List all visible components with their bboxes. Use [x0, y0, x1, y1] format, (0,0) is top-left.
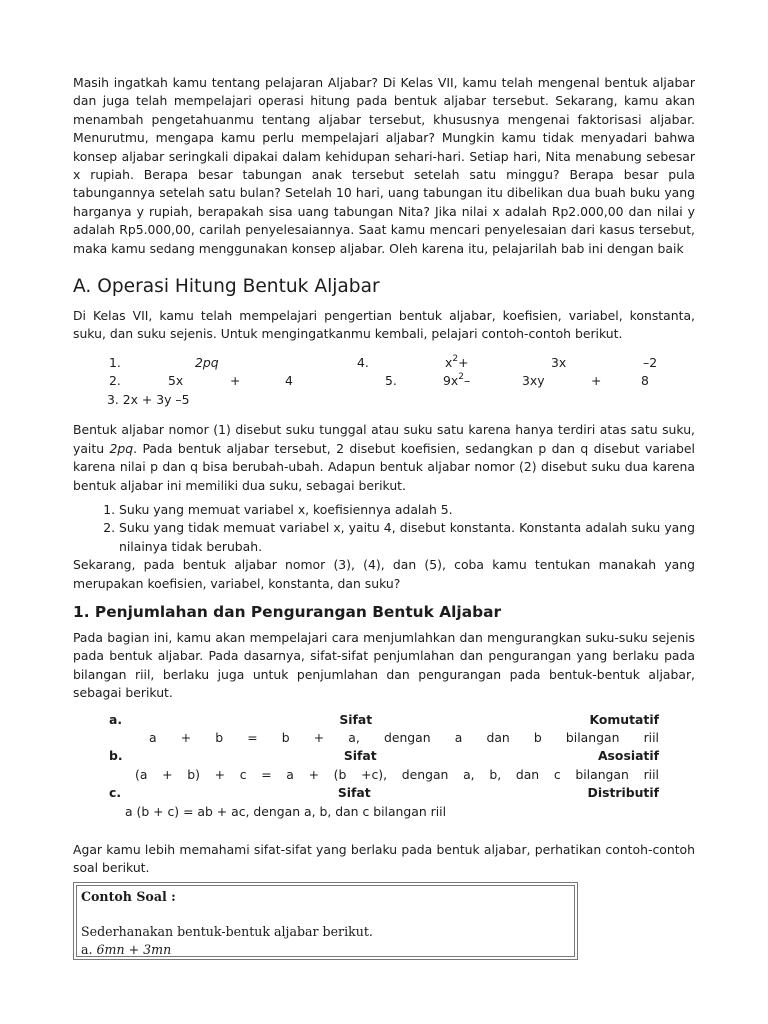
section-a-heading: A. Operasi Hitung Bentuk Aljabar	[73, 276, 380, 298]
property-name: Asosiatif	[597, 748, 659, 764]
section-a-paragraph-2: Bentuk aljabar nomor (1) disebut suku tunggal atau suku satu karena hanya terdiri atas satu suku, yaitu 2pq. Pada bentuk aljabar tersebut, 2 disebut koefisien, sedangkan p dan q disebut variabel karena nilai p dan q bisa berubah-ubah. Adapun bentuk aljabar nomor (2) disebut suku dua karena bentuk aljabar ini memiliki dua suku, sebagai berikut.	[73, 422, 695, 493]
example-term: +	[591, 373, 602, 389]
example-term: 8	[641, 373, 649, 389]
document-page	[73, 74, 695, 960]
example-row-2	[109, 372, 695, 391]
example-term: $x^2+$	[445, 353, 469, 370]
subsection-1-paragraph: Pada bagian ini, kamu akan mempelajari cara menjumlahkan dan mengurangkan suku-suku sejenis pada bentuk aljabar. Pada dasarnya, sifat-sifat penjumlahan dan pengurangan yang berlaku pada bilangan riil, berlaku juga untuk penjumlahan dan pengurangan pada bentuk-bentuk aljabar, sebagai berikut.	[73, 630, 695, 701]
example-row-1	[109, 354, 695, 373]
example-number: 1.	[109, 354, 121, 370]
example-term: 3xy	[522, 373, 545, 389]
example-row-3	[109, 391, 695, 410]
example-term: 5x	[168, 373, 184, 389]
example-number: 5.	[385, 373, 397, 389]
property-associative	[109, 747, 659, 784]
example-box-title: Contoh Soal :	[81, 888, 176, 904]
subsection-1-paragraph-2: Agar kamu lebih memahami sifat-sifat yang berlaku pada bentuk aljabar, perhatikan contoh-contoh soal berikut.	[73, 842, 695, 876]
example-term: 2pq	[195, 354, 219, 370]
property-word: Sifat	[343, 748, 377, 764]
property-formula: a + b = b + a, dengan a dan b bilangan riil	[149, 730, 659, 746]
example-term: 3x	[551, 354, 567, 370]
property-label: c.	[109, 785, 122, 801]
property-word: Sifat	[339, 711, 373, 727]
property-formula: (a + b) + c = a + (b +c), dengan a, b, dan c bilangan riil	[135, 766, 659, 782]
intro-paragraph: Masih ingatkah kamu tentang pelajaran Aljabar? Di Kelas VII, kamu telah mengenal bentuk aljabar dan juga telah mempelajari operasi hitung pada bentuk aljabar tersebut. Sekarang, kamu akan menambah pengetahuanmu tentang aljabar tersebut, khususnya mengenai faktorisasi aljabar. Menurutmu, mengapa kamu perlu mempelajari aljabar? Mungkin kamu tidak menyadari bahwa konsep aljabar seringkali dipakai dalam kehidupan sehari-hari. Setiap hari, Nita menabung sebesar x rupiah. Berapa besar tabungan anak tersebut setelah satu minggu? Berapa besar pula tabungannya setelah satu bulan? Setelah 10 hari, uang tabungan itu dibelikan dua buah buku yang harganya y rupiah, berapakah sisa uang tabungan Nita? Jika nilai x adalah Rp2.000,00 dan nilai y adalah Rp5.000,00, carilah penyelesaiannya. Saat kamu mencari penyelesaian dari kasus tersebut, maka kamu sedang menggunakan konsep aljabar. Oleh karena itu, pelajarilah bab ini dengan baik	[73, 75, 695, 256]
example-term: –2	[643, 354, 658, 370]
example-term: 3. 2x + 3y –5	[107, 391, 190, 407]
section-a-paragraph-3: Sekarang, pada bentuk aljabar nomor (3), (4), dan (5), coba kamu tentukan manakah yang merupakan koefisien, variabel, konstanta, dan suku?	[73, 557, 695, 591]
property-formula: a (b + c) = ab + ac, dengan a, b, dan c bilangan riil	[125, 803, 447, 819]
example-term: +	[230, 373, 241, 389]
list-item: 2. Suku yang tidak memuat variabel x, yaitu 4, disebut konstanta. Konstanta adalah suku yang nilainya tidak berubah.	[119, 519, 695, 556]
properties-list	[109, 711, 659, 821]
property-name: Komutatif	[589, 711, 659, 727]
property-name: Distributif	[587, 785, 659, 801]
example-item: a. 6mn + 3mn	[81, 941, 172, 957]
example-term: 4	[285, 373, 293, 389]
algebra-examples	[109, 354, 695, 410]
section-a-paragraph-1: Di Kelas VII, kamu telah mempelajari pengertian bentuk aljabar, koefisien, variabel, konstanta, suku, dan suku sejenis. Untuk mengingatkanmu kembali, pelajari contoh-contoh berikut.	[73, 308, 695, 342]
example-box	[73, 882, 578, 960]
property-distributive	[109, 784, 659, 821]
notes-list	[73, 501, 695, 556]
example-number: 4.	[357, 354, 369, 370]
example-instruction: Sederhanakan bentuk-bentuk aljabar berikut.	[81, 923, 373, 939]
list-item: 1. Suku yang memuat variabel x, koefisiennya adalah 5.	[119, 501, 695, 519]
example-number: 2.	[109, 373, 121, 389]
subsection-1-heading: 1. Penjumlahan dan Pengurangan Bentuk Aljabar	[73, 603, 502, 622]
property-word: Sifat	[337, 785, 371, 801]
property-label: a.	[109, 711, 123, 727]
property-commutative	[109, 711, 659, 748]
example-term: $9x^2-$	[443, 372, 471, 389]
property-label: b.	[109, 748, 123, 764]
